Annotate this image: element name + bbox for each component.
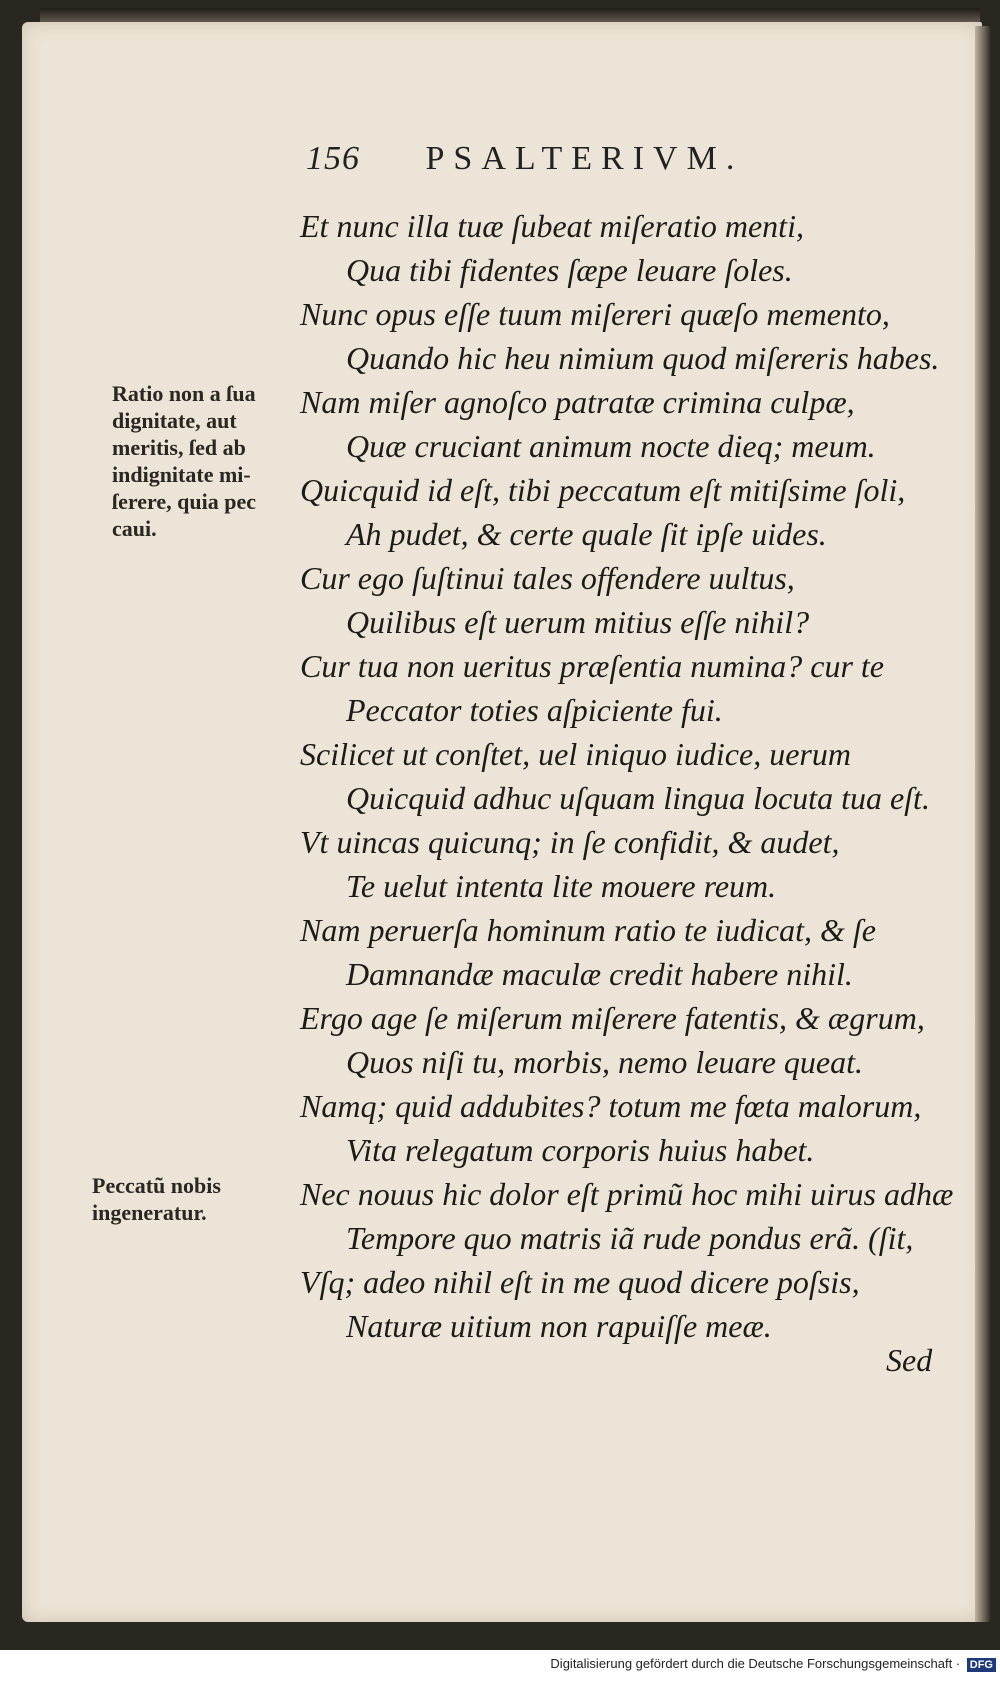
verse-line: Namq; quid addubites? totum me fœta malorum, [300, 1088, 922, 1124]
verse-block [300, 204, 954, 1348]
verse-line: Nec nouus hic dolor eſt primũ hoc mihi uirus adhæ [300, 1176, 954, 1212]
verse-line: Quicquid id eſt, tibi peccatum eſt mitiſsime ſoli, [300, 472, 906, 508]
verse-line: Vita relegatum corporis huius habet. [346, 1132, 815, 1168]
verse-line: Te uelut intenta lite mouere reum. [346, 868, 777, 904]
digitization-footer [0, 1656, 996, 1672]
dfg-logo: DFG [967, 1658, 996, 1672]
verse-line: Cur tua non ueritus præſentia numina? cur te [300, 648, 884, 684]
verse-line: Quicquid adhuc uſquam lingua locuta tua eſt. [346, 780, 930, 816]
verse-line: Quilibus eſt uerum mitius eſſe nihil? [346, 604, 810, 640]
margin-note-line: Peccatũ nobis [92, 1173, 221, 1198]
verse-line: Ah pudet, & certe quale ſit ipſe uides. [346, 516, 827, 552]
verse-line: Vſq; adeo nihil eſt in me quod dicere poſsis, [300, 1264, 860, 1300]
verse-line: Naturæ uitium non rapuiſſe meæ. [346, 1308, 772, 1344]
page-number: 156 [306, 140, 360, 177]
catchword: Sed [886, 1342, 933, 1378]
margin-note-ratio [112, 380, 302, 542]
verse-line: Damnandæ maculæ credit habere nihil. [346, 956, 853, 992]
verse-line: Nam peruerſa hominum ratio te iudicat, & ſe [300, 912, 876, 948]
margin-note-peccatum [92, 1172, 282, 1226]
verse-line: Ergo age ſe miſerum miſerere fatentis, & ægrum, [300, 1000, 925, 1036]
margin-note-line: ingeneratur. [92, 1200, 207, 1225]
margin-note-line: meritis, ſed ab [112, 435, 246, 460]
verse-line: Quos niſi tu, morbis, nemo leuare queat. [346, 1044, 863, 1080]
verse-line: Nam miſer agnoſco patratæ crimina culpæ, [300, 384, 855, 420]
verse-line: Tempore quo matris iã rude pondus erã. (ſit, [346, 1220, 914, 1256]
running-title: PSALTERIVM. [425, 140, 744, 177]
verse-line: Nunc opus eſſe tuum miſereri quæſo memento, [300, 296, 890, 332]
margin-note-line: dignitate, aut [112, 408, 237, 433]
margin-note-line: indignitate mi- [112, 462, 251, 487]
verse-line: Quæ cruciant animum nocte dieq; meum. [346, 428, 876, 464]
verse-line: Cur ego ſuſtinui tales offendere uultus, [300, 560, 795, 596]
margin-note-line: ſerere, quia pec [112, 489, 256, 514]
verse-line: Et nunc illa tuæ ſubeat miſeratio menti, [300, 208, 804, 244]
margin-note-line: Ratio non a ſua [112, 381, 256, 406]
verse-line: Qua tibi fidentes ſæpe leuare ſoles. [346, 252, 793, 288]
page-header [306, 140, 743, 178]
verse-line: Scilicet ut conſtet, uel iniquo iudice, uerum [300, 736, 851, 772]
page-right-edge [975, 26, 991, 1622]
verse-line: Peccator toties aſpiciente fui. [346, 692, 723, 728]
footer-text: Digitalisierung gefördert durch die Deutsche Forschungsgemeinschaft · [550, 1656, 961, 1671]
verse-line: Quando hic heu nimium quod miſereris habes. [346, 340, 940, 376]
margin-note-line: caui. [112, 516, 157, 541]
verse-line: Vt uincas quicunq; in ſe confidit, & audet, [300, 824, 840, 860]
